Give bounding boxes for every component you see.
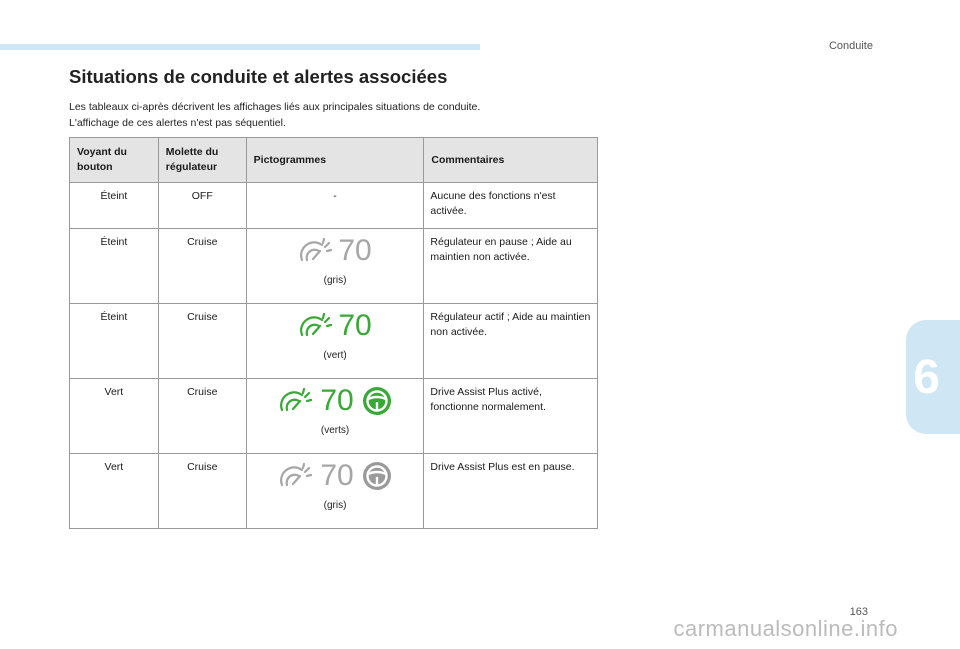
comment-cell: Régulateur en pause ; Aide au maintien non activée. [424, 229, 598, 304]
table-row [70, 454, 598, 529]
section-name: Conduite [828, 40, 873, 52]
steering-wheel-icon [362, 461, 392, 491]
picto-caption: (gris) [323, 500, 347, 511]
picto-cell [246, 379, 424, 454]
table-row [70, 379, 598, 454]
speedometer-icon [298, 313, 332, 339]
header-voyant: Voyant du bouton [70, 138, 159, 183]
page-number: 163 [849, 606, 868, 618]
header-accent-bar [0, 44, 480, 50]
table-row [70, 304, 598, 379]
table-row [70, 229, 598, 304]
header-pictogrammes: Pictogrammes [246, 138, 424, 183]
molette-cell: OFF [158, 183, 246, 229]
comment-cell: Aucune des fonctions n'est activée. [424, 183, 598, 229]
header-commentaires: Commentaires [424, 138, 598, 183]
table-row [70, 183, 598, 229]
table-header-row [70, 138, 598, 183]
voyant-cell: Éteint [70, 183, 159, 229]
voyant-cell: Vert [70, 379, 159, 454]
voyant-cell: Éteint [70, 229, 159, 304]
picto-cell [246, 229, 424, 304]
intro-line-1: Les tableaux ci-après décrivent les affichages liés aux principales situations de conduite. [69, 101, 481, 113]
alerts-table [69, 137, 598, 529]
speedometer-icon [278, 388, 312, 414]
speedometer-icon [278, 463, 312, 489]
speedometer-icon [298, 238, 332, 264]
speed-value: 70 [338, 234, 372, 267]
molette-cell: Cruise [158, 304, 246, 379]
picto-cell [246, 454, 424, 529]
page-title: Situations de conduite et alertes associées [69, 66, 448, 87]
intro-line-2: L'affichage de ces alertes n'est pas séquentiel. [69, 117, 286, 129]
comment-cell: Régulateur actif ; Aide au maintien non activée. [424, 304, 598, 379]
intro-text [69, 99, 480, 131]
molette-cell: Cruise [158, 229, 246, 304]
comment-cell: Drive Assist Plus est en pause. [424, 454, 598, 529]
voyant-cell: Éteint [70, 304, 159, 379]
picto-caption: (verts) [320, 425, 350, 436]
comment-cell: Drive Assist Plus activé, fonctionne normalement. [424, 379, 598, 454]
picto-cell [246, 304, 424, 379]
speed-value: 70 [338, 309, 372, 342]
picto-dash: - [333, 190, 337, 202]
molette-cell: Cruise [158, 454, 246, 529]
steering-wheel-icon [362, 386, 392, 416]
chapter-number: 6 [913, 351, 940, 404]
header-molette: Molette du régulateur [158, 138, 246, 183]
picto-caption: (gris) [323, 275, 347, 286]
voyant-cell: Vert [70, 454, 159, 529]
picto-caption: (vert) [323, 350, 347, 361]
speed-value: 70 [320, 459, 354, 492]
speed-value: 70 [320, 384, 354, 417]
watermark: carmanualsonline.info [673, 616, 898, 641]
molette-cell: Cruise [158, 379, 246, 454]
picto-cell [246, 183, 424, 229]
